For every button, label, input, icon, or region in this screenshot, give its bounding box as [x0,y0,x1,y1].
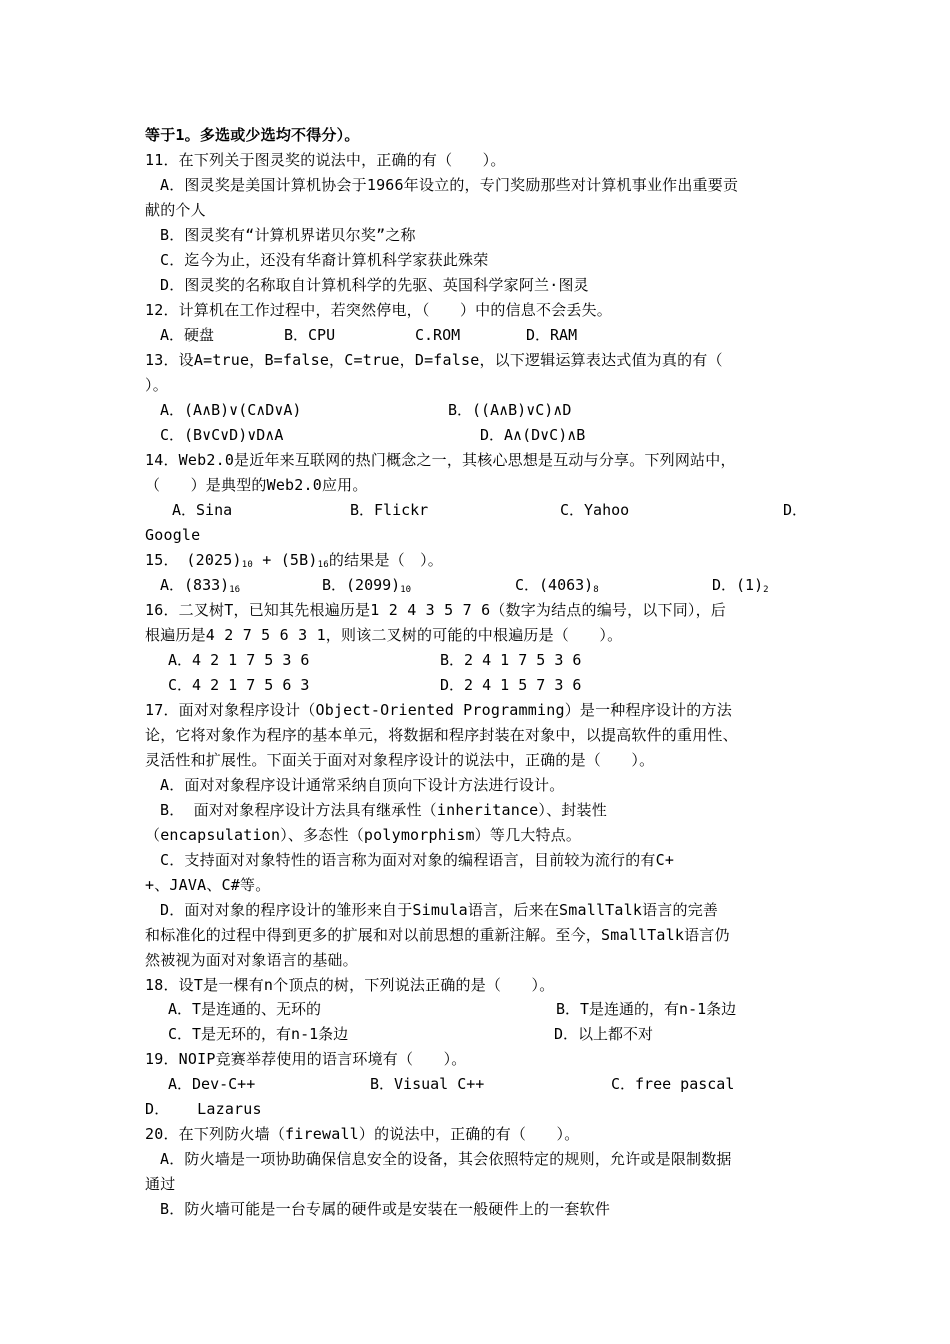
q16-stem-cont: 根遍历是4 2 7 5 6 3 1，则该二叉树的可能的中根遍历是（ ）。 [145,626,623,644]
q18-option-d: D．以上都不对 [554,1025,654,1043]
q14-option-d: D． [783,501,808,519]
q17-option-c-cont: +、JAVA、C#等。 [145,876,271,894]
q17-option-d: D．面对对象的程序设计的雏形来自于Simula语言，后来在SmallTalk语言的完善 [160,901,719,919]
q19-option-a: A．Dev-C++ [168,1075,256,1093]
q13-option-b: B．((A∧B)∨C)∧D [448,401,572,419]
q15-option-d: D．$(1)_2$ [712,576,769,595]
q13-option-c: C．(B∨C∨D)∨D∧A [160,426,284,444]
q12-option-c: C.ROM [415,326,461,344]
q15-stem: 15． $(2025)_{10} + (5B)_{16}$的结果是（ ）。 [145,551,443,570]
section-intro: 等于1。多选或少选均不得分）。 [145,126,360,144]
q19-option-c: C．free pascal [611,1075,735,1093]
q17-stem: 17．面对对象程序设计（Object-Oriented Programming）是一种程序设计的方法 [145,701,732,719]
q12-option-a: A．硬盘 [160,326,215,344]
q17-option-d-cont-2: 然被视为面对对象语言的基础。 [145,951,358,969]
q14-option-b: B．Flickr [350,501,429,519]
q18-option-b: B．T是连通的，有n-1条边 [556,1000,737,1018]
q16-stem: 16．二叉树T，已知其先根遍历是1 2 4 3 5 7 6（数字为结点的编号，以下同），后 [145,601,726,619]
q16-option-d: D．2 4 1 5 7 3 6 [440,676,582,694]
q15-option-c: C．$(4063)_8$ [515,576,599,595]
q13-option-d: D．A∧(D∨C)∧B [480,426,586,444]
q20-option-b: B．防火墙可能是一台专属的硬件或是安装在一般硬件上的一套软件 [160,1200,611,1218]
q14-option-d-cont: Google [145,526,201,544]
q17-option-d-cont-1: 和标准化的过程中得到更多的扩展和对以前思想的重新注解。至今，SmallTalk语言仍 [145,926,730,944]
q17-stem-cont-2: 灵活性和扩展性。下面关于面对对象程序设计的说法中，正确的是（ ）。 [145,751,655,769]
q17-option-c: C．支持面对对象特性的语言称为面对对象的编程语言，目前较为流行的有C+ [160,851,675,869]
q19-stem: 19．NOIP竞赛举荐使用的语言环境有（ ）。 [145,1050,467,1068]
q17-stem-cont-1: 论，它将对象作为程序的基本单元，将数据和程序封装在对象中，以提高软件的重用性、 [145,726,738,744]
q20-option-a-cont: 通过 [145,1175,176,1193]
q17-option-b-cont: （encapsulation）、多态性（polymorphism）等几大特点。 [145,826,582,844]
q16-option-b: B．2 4 1 7 5 3 6 [440,651,582,669]
q11-option-c: C．迄今为止，还没有华裔计算机科学家获此殊荣 [160,251,489,269]
q18-stem: 18．设T是一棵有n个顶点的树，下列说法正确的是（ ）。 [145,976,555,994]
q12-option-b: B．CPU [284,326,336,344]
q14-option-a: A．Sina [172,501,233,519]
q13-option-a: A．(A∧B)∨(C∧D∨A) [160,401,302,419]
q19-option-d: D． Lazarus [145,1100,262,1118]
q13-stem: 13．设A=true，B=false，C=true，D=false，以下逻辑运算表达式值为真的有（ [145,351,723,369]
q14-stem: 14．Web2.0是近年来互联网的热门概念之一，其核心思想是互动与分享。下列网站中， [145,451,736,469]
q18-option-a: A．T是连通的、无环的 [168,1000,322,1018]
q11-option-d: D．图灵奖的名称取自计算机科学的先驱、英国科学家阿兰·图灵 [160,276,589,294]
q16-option-a: A．4 2 1 7 5 3 6 [168,651,310,669]
q14-option-c: C．Yahoo [560,501,630,519]
q14-stem-cont: （ ）是典型的Web2.0应用。 [145,476,368,494]
q16-option-c: C．4 2 1 7 5 6 3 [168,676,310,694]
q12-option-d: D．RAM [526,326,578,344]
q20-stem: 20．在下列防火墙（firewall）的说法中，正确的有（ ）。 [145,1125,580,1143]
q11-option-a: A．图灵奖是美国计算机协会于1966年设立的，专门奖励那些对计算机事业作出重要贡 [160,176,739,194]
q15-option-b: B．$(2099)_{10}$ [322,576,412,595]
q17-option-a: A．面对对象程序设计通常采纳自顶向下设计方法进行设计。 [160,776,565,794]
q11-stem: 11．在下列关于图灵奖的说法中，正确的有（ ）。 [145,151,506,169]
q19-option-b: B．Visual C++ [370,1075,485,1093]
q20-option-a: A．防火墙是一项协助确保信息安全的设备，其会依照特定的规则，允许或是限制数据 [160,1150,732,1168]
q17-option-b: B． 面对对象程序设计方法具有继承性（inheritance）、封装性 [160,801,607,819]
q11-option-b: B．图灵奖有“计算机界诺贝尔奖”之称 [160,226,416,244]
q12-stem: 12．计算机在工作过程中，若突然停电，（ ）中的信息不会丢失。 [145,301,612,319]
q15-option-a: A．$(833)_{16}$ [160,576,241,595]
q11-option-a-cont: 献的个人 [145,201,206,219]
q13-stem-cont: ）。 [145,376,168,394]
q18-option-c: C．T是无环的，有n-1条边 [168,1025,349,1043]
